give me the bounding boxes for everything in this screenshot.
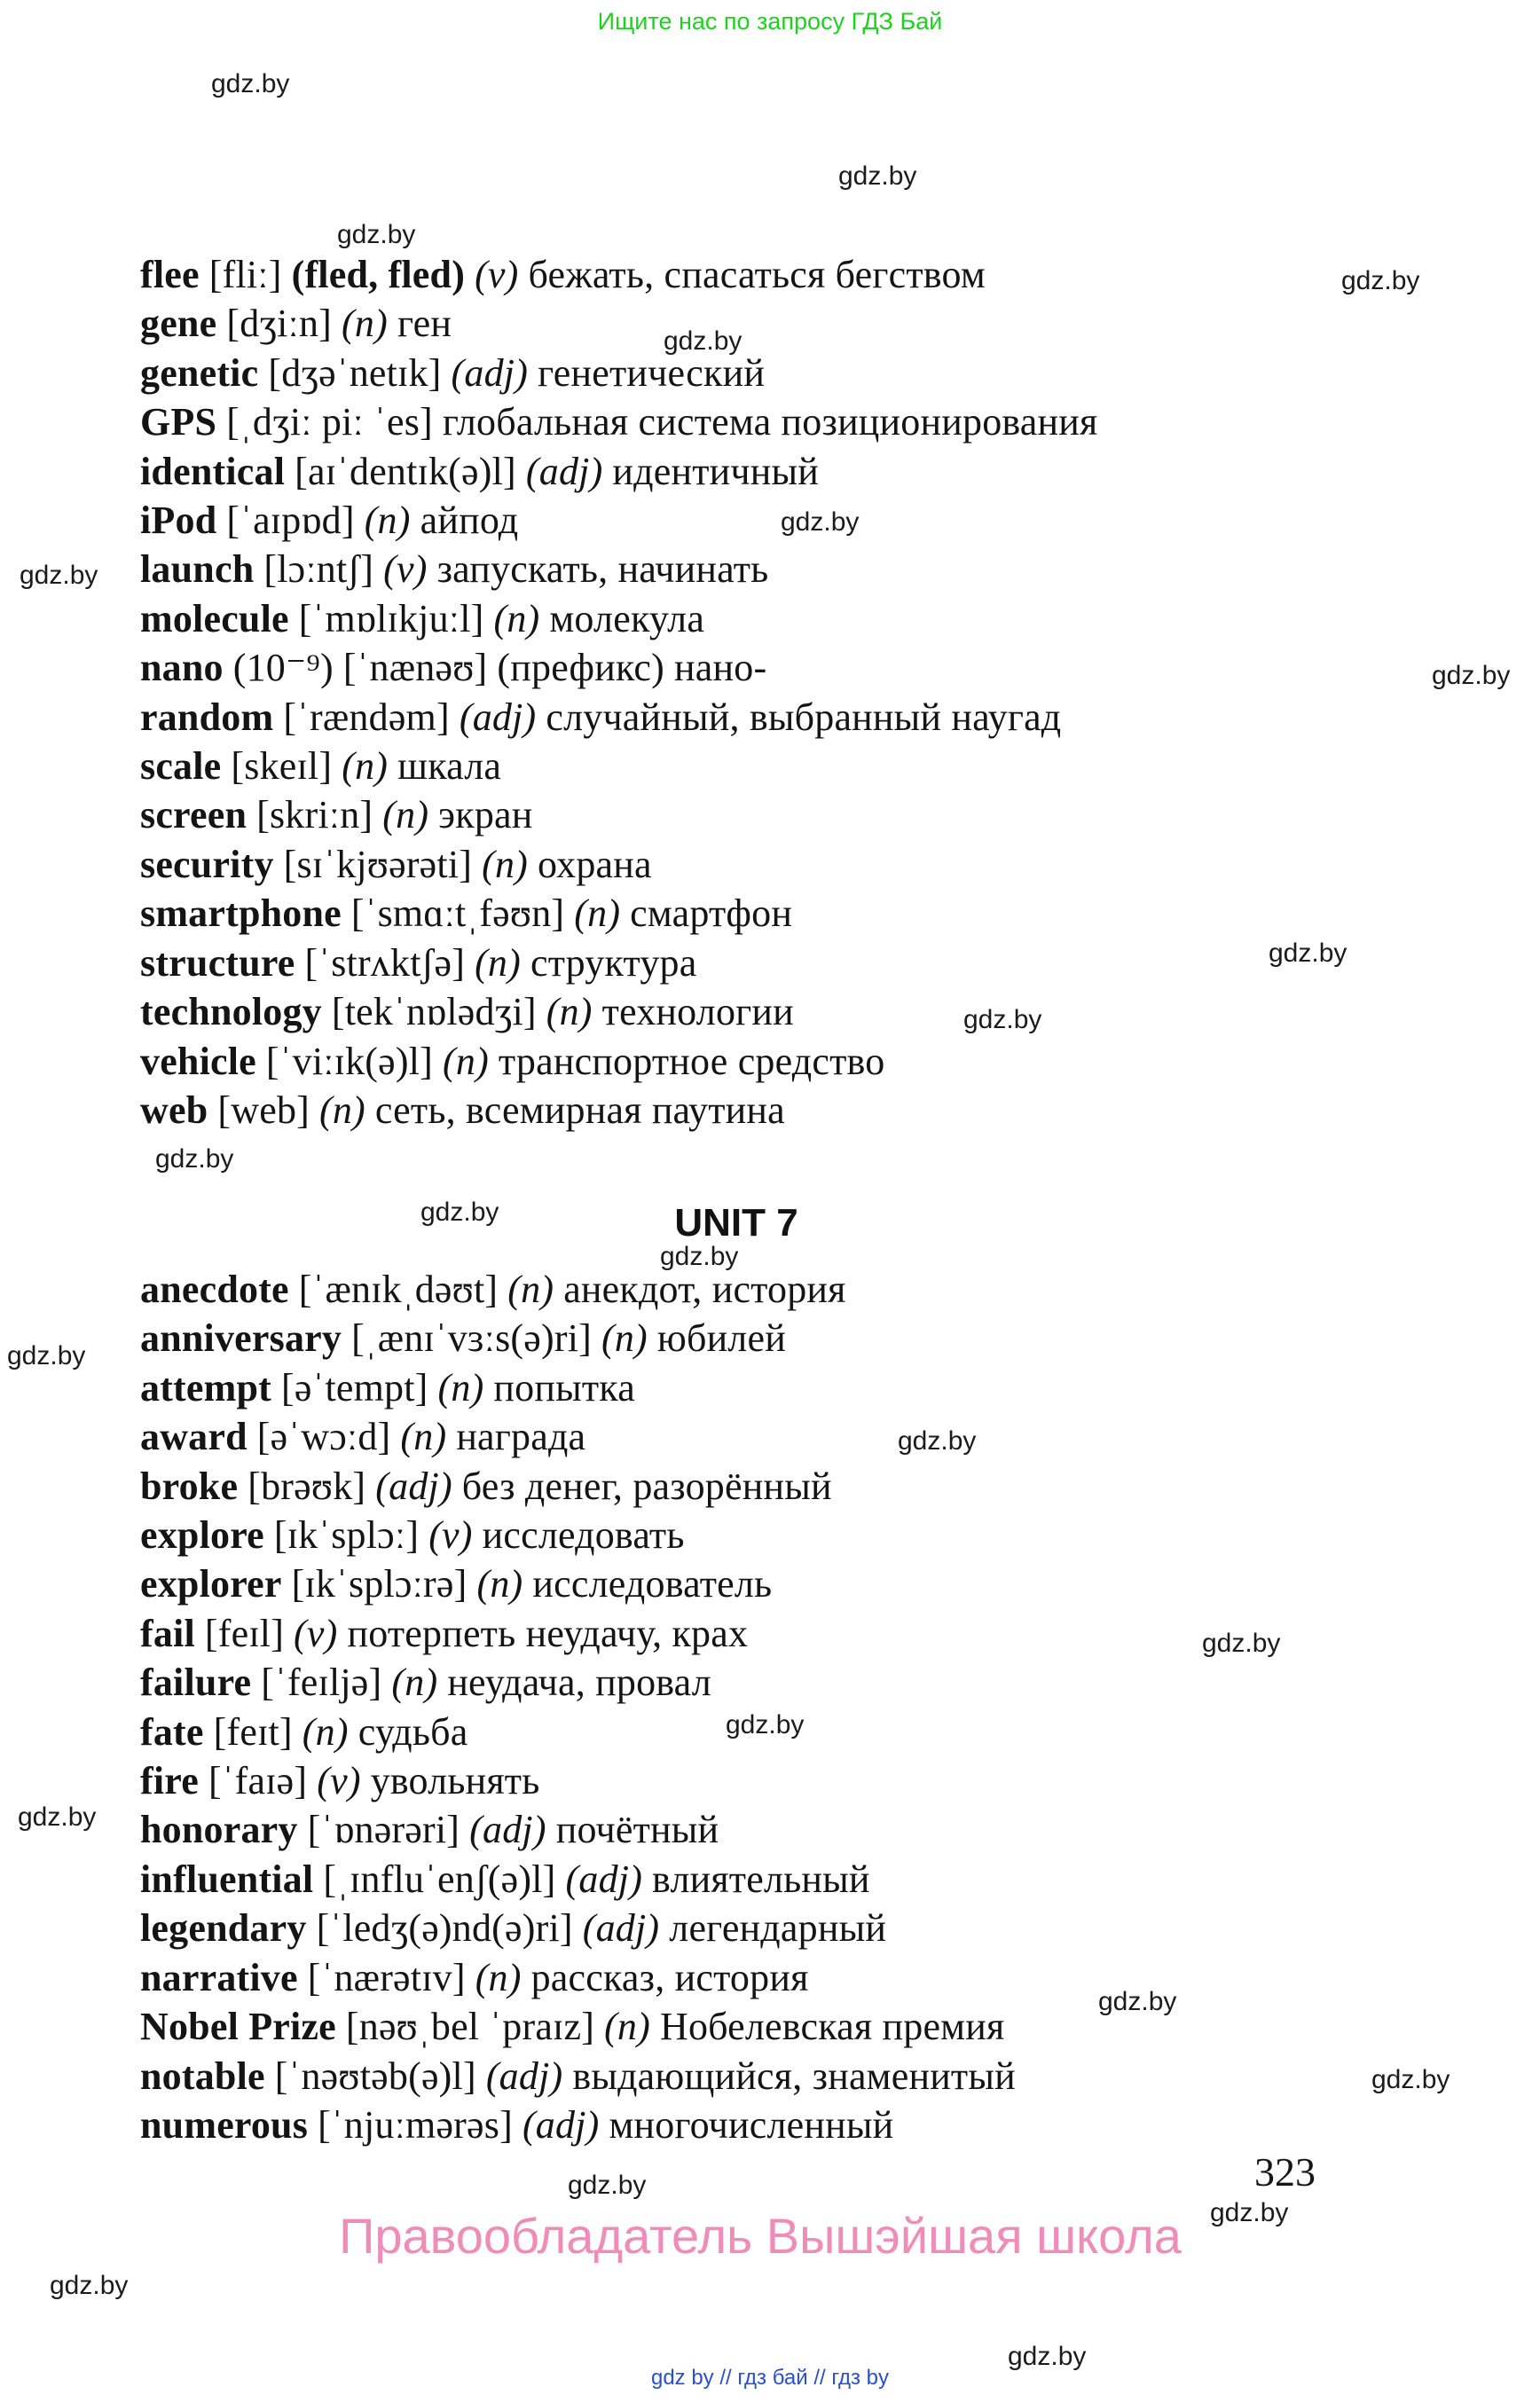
glossary-entry: [140, 1462, 1016, 1511]
gdzby-watermark: gdz.by: [1008, 2342, 1087, 2371]
entry-word: screen: [140, 793, 248, 837]
entry-transcription: [fliː]: [208, 253, 282, 296]
entry-word: flee: [140, 253, 200, 296]
entry-word: honorary: [140, 1808, 298, 1852]
entry-transcription: [ˈrændəm]: [283, 695, 450, 739]
entry-translation: экран: [438, 793, 533, 837]
glossary-entry: [140, 693, 1097, 742]
entry-word: fail: [140, 1611, 195, 1655]
entry-pos: (n): [476, 1562, 523, 1606]
entry-translation: легендарный: [669, 1906, 887, 1951]
glossary-entry: [140, 1037, 1097, 1086]
entry-translation: награда: [456, 1415, 586, 1459]
entry-translation: молекула: [549, 596, 705, 640]
gdzby-watermark: gdz.by: [337, 220, 416, 249]
unit7-heading: UNIT 7: [674, 1201, 798, 1245]
entry-transcription: [ɪkˈsplɔː]: [273, 1513, 420, 1558]
glossary-entry: [140, 299, 1097, 348]
entry-transcription: [ˈledʒ(ə)nd(ə)ri]: [316, 1906, 573, 1951]
gdzby-watermark: gdz.by: [1098, 1987, 1177, 2016]
entry-word: broke: [140, 1464, 239, 1508]
gdzby-watermark: gdz.by: [898, 1426, 977, 1456]
entry-translation: структура: [530, 940, 697, 985]
entry-pos: (n): [482, 842, 529, 886]
entry-pos: (adj): [525, 449, 603, 493]
glossary-entry: [140, 594, 1097, 643]
entry-translation: глобальная система позиционирования: [442, 400, 1098, 444]
entry-transcription: [dʒiːn]: [226, 302, 333, 346]
entry-word: web: [140, 1088, 208, 1132]
glossary-entry: [140, 1314, 1016, 1362]
entry-word: technology: [140, 990, 322, 1034]
glossary-entry: [140, 496, 1097, 545]
entry-word: narrative: [140, 1955, 298, 1999]
entry-transcription: [feɪt]: [213, 1709, 293, 1754]
entry-forms: (fled, fled): [291, 253, 466, 296]
entry-transcription: [web]: [217, 1088, 310, 1132]
gdzby-watermark: gdz.by: [1341, 266, 1420, 295]
entry-word: failure: [140, 1661, 252, 1705]
entry-transcription: [tekˈnɒlədʒi]: [331, 990, 537, 1034]
entry-transcription: [feɪl]: [204, 1611, 285, 1655]
entry-transcription: [sɪˈkjʊərəti]: [283, 842, 473, 886]
entry-pos: (n): [574, 891, 621, 936]
glossary-list-unit7: [140, 1265, 1016, 2149]
gdzby-watermark: gdz.by: [211, 69, 290, 98]
glossary-entry: [140, 889, 1097, 938]
glossary-entry: [140, 1756, 1016, 1805]
entry-transcription: [əˈtempt]: [281, 1365, 428, 1410]
entry-pos: (n): [382, 793, 429, 837]
entry-word: explore: [140, 1513, 264, 1558]
entry-word: random: [140, 695, 274, 739]
entry-transcription: [ˈaɪpɒd]: [226, 499, 355, 543]
entry-pos: (v): [428, 1513, 473, 1558]
entry-translation: потерпеть неудачу, крах: [347, 1611, 749, 1655]
glossary-entry: [140, 1086, 1097, 1135]
entry-pos: (n): [342, 302, 388, 346]
gdzby-watermark: gdz.by: [660, 1242, 739, 1271]
glossary-entry: [140, 447, 1097, 496]
entry-pos: (n): [391, 1661, 438, 1705]
entry-pos: (adj): [469, 1808, 546, 1852]
entry-transcription: [ˈsmɑːtˌfəʊn]: [350, 891, 565, 936]
footer-links[interactable]: gdz by // гдз бай // гдз by: [650, 2366, 890, 2390]
entry-translation: ген: [397, 302, 452, 346]
entry-translation: шкала: [397, 744, 502, 789]
entry-pos: (n): [437, 1365, 484, 1410]
entry-translation: неудача, провал: [447, 1661, 711, 1705]
entry-translation: почётный: [555, 1808, 719, 1852]
entry-word: numerous: [140, 2102, 309, 2147]
entry-pos: (n): [319, 1088, 365, 1132]
entry-pos: (n): [475, 1955, 522, 1999]
entry-translation: айпод: [420, 499, 519, 543]
entry-transcription: [dʒəˈnetɪk]: [268, 350, 442, 395]
glossary-entry: [140, 2101, 1016, 2149]
gdzby-watermark: gdz.by: [1269, 938, 1348, 968]
entry-word: award: [140, 1415, 248, 1459]
entry-pos: (n): [443, 1039, 489, 1083]
gdzby-watermark: gdz.by: [1202, 1629, 1281, 1658]
entry-translation: без денег, разорённый: [461, 1464, 832, 1508]
entry-pos: (adj): [375, 1464, 452, 1508]
entry-pos: (n): [601, 1316, 648, 1361]
entry-transcription: [ˌdʒiː piː ˈes]: [226, 400, 433, 444]
entry-word: molecule: [140, 596, 289, 640]
entry-transcription: [ˌɪnfluˈenʃ(ə)l]: [323, 1857, 556, 1901]
entry-pos: (adj): [582, 1906, 660, 1951]
gdzby-watermark: gdz.by: [726, 1710, 805, 1739]
entry-translation: многочисленный: [609, 2102, 894, 2147]
glossary-entry: [140, 643, 1097, 692]
entry-word: identical: [140, 449, 286, 493]
entry-transcription: [ˈɒnərəri]: [307, 1808, 460, 1852]
entry-pos: (n): [546, 990, 593, 1034]
glossary-entry: [140, 790, 1097, 839]
glossary-entry: [140, 349, 1097, 397]
gdzby-watermark: gdz.by: [1210, 2198, 1289, 2227]
glossary-entry: [140, 397, 1097, 446]
entry-transcription: [ˈmɒlɪkjuːl]: [298, 596, 484, 640]
entry-pos: (v): [383, 547, 428, 592]
glossary-entry: [140, 1412, 1016, 1461]
entry-word: launch: [140, 547, 255, 592]
gdzby-watermark: gdz.by: [963, 1005, 1042, 1034]
glossary-entry: [140, 1953, 1016, 2002]
entry-transcription: [skeɪl]: [231, 744, 333, 789]
gdzby-watermark: gdz.by: [18, 1802, 97, 1832]
gdzby-watermark: gdz.by: [1371, 2065, 1450, 2094]
entry-translation: генетический: [538, 350, 766, 395]
gdzby-watermark: gdz.by: [664, 326, 742, 356]
entry-pos: (n): [342, 744, 389, 789]
entry-word: iPod: [140, 499, 217, 543]
glossary-entry: [140, 2052, 1016, 2101]
entry-pos-ru: (префикс): [497, 646, 665, 690]
glossary-entry: [140, 1511, 1016, 1559]
entry-pos: (v): [475, 253, 519, 296]
entry-pos: (adj): [522, 2102, 600, 2147]
entry-word: GPS: [140, 400, 217, 444]
entry-pos: (adj): [451, 350, 529, 395]
entry-translation: увольнять: [370, 1759, 540, 1803]
glossary-entry: [140, 545, 1097, 593]
gdzby-watermark: gdz.by: [7, 1341, 86, 1370]
entry-word: explorer: [140, 1562, 282, 1606]
entry-transcription: [skriːn]: [256, 793, 373, 837]
glossary-entry: [140, 1855, 1016, 1904]
entry-pos: (adj): [565, 1857, 643, 1901]
entry-word: nano: [140, 646, 224, 690]
entry-translation: сеть, всемирная паутина: [374, 1088, 785, 1132]
entry-word: gene: [140, 302, 217, 346]
entry-word: anecdote: [140, 1268, 289, 1311]
gdzby-watermark: gdz.by: [155, 1144, 234, 1174]
glossary-entry: [140, 1904, 1016, 1952]
entry-transcription: [ˌænɪˈvɜːs(ə)ri]: [351, 1316, 592, 1361]
glossary-entry: [140, 1559, 1016, 1608]
entry-transcription: [ɪkˈsplɔːrə]: [291, 1562, 468, 1606]
glossary-entry: [140, 1265, 1016, 1314]
gdzby-watermark: gdz.by: [838, 161, 917, 191]
entry-transcription: [ˈnjuːmərəs]: [318, 2102, 513, 2147]
entry-translation: юбилей: [656, 1316, 786, 1361]
entry-translation: нано-: [674, 646, 767, 690]
gdzby-watermark: gdz.by: [50, 2271, 129, 2300]
copyright-text: Правообладатель Вышэйшая школа: [339, 2208, 1182, 2264]
entry-transcription: [lɔːntʃ]: [263, 547, 374, 592]
entry-transcription: [ˈfaɪə]: [208, 1759, 308, 1803]
entry-transcription: [ˈnærətɪv]: [307, 1955, 466, 1999]
entry-word: fate: [140, 1709, 204, 1754]
entry-pos: (n): [400, 1415, 447, 1459]
entry-word: attempt: [140, 1365, 272, 1410]
entry-word: vehicle: [140, 1039, 256, 1083]
entry-transcription: [ˈnəʊtəb(ə)l]: [274, 2054, 476, 2098]
entry-word: smartphone: [140, 891, 342, 936]
entry-pos: (n): [507, 1268, 554, 1311]
entry-pos: (n): [493, 596, 540, 640]
entry-pos: (n): [475, 940, 521, 985]
page-number: 323: [1254, 2149, 1316, 2195]
entry-transcription: [aɪˈdentɪk(ə)l]: [295, 449, 516, 493]
entry-translation: идентичный: [612, 449, 819, 493]
glossary-entry: [140, 1658, 1016, 1707]
glossary-entry: [140, 987, 1097, 1036]
entry-translation: смартфон: [630, 891, 793, 936]
entry-pos: (v): [317, 1759, 361, 1803]
entry-translation: выдающийся, знаменитый: [572, 2054, 1016, 2098]
entry-pos: (v): [294, 1611, 338, 1655]
entry-word: fire: [140, 1759, 199, 1803]
entry-translation: охрана: [538, 842, 652, 886]
entry-pos: (n): [364, 499, 411, 543]
gdzby-watermark: gdz.by: [420, 1198, 499, 1227]
entry-transcription: [ˈænɪkˌdəʊt]: [298, 1268, 499, 1311]
entry-transcription: [ˈnænəʊ]: [342, 646, 488, 690]
entry-pos: (n): [604, 2005, 650, 2049]
entry-transcription: [nəʊˌbel ˈpraɪz]: [345, 2005, 595, 2049]
entry-transcription: [ˈviːɪk(ə)l]: [265, 1039, 434, 1083]
entry-translation: судьба: [358, 1709, 468, 1754]
entry-transcription: [ˈfeɪljə]: [261, 1661, 382, 1705]
glossary-entry: [140, 1609, 1016, 1658]
glossary-entry: [140, 1805, 1016, 1854]
entry-word: scale: [140, 744, 222, 789]
entry-word: structure: [140, 940, 295, 985]
entry-translation: технологии: [601, 990, 794, 1034]
gdzby-watermark: gdz.by: [781, 507, 860, 537]
entry-translation: Нобелевская премия: [659, 2005, 1005, 2049]
entry-translation: влиятельный: [652, 1857, 870, 1901]
gdzby-watermark: gdz.by: [568, 2171, 647, 2200]
entry-word: Nobel Prize: [140, 2005, 336, 2049]
entry-word: influential: [140, 1857, 314, 1901]
promo-banner-text: Ищите нас по запросу ГДЗ Бай: [597, 8, 943, 35]
glossary-entry: [140, 1708, 1016, 1756]
entry-word: anniversary: [140, 1316, 342, 1361]
entry-transcription: [ˈstrʌktʃə]: [304, 940, 466, 985]
entry-translation: бежать, спасаться бегством: [528, 253, 986, 296]
entry-word: security: [140, 842, 274, 886]
entry-translation: исследовать: [482, 1513, 685, 1558]
entry-transcription: [brəʊk]: [248, 1464, 366, 1508]
glossary-entry: [140, 250, 1097, 299]
entry-note: (10⁻⁹): [232, 646, 334, 690]
entry-translation: попытка: [493, 1365, 635, 1410]
glossary-list-unit6: [140, 250, 1097, 1135]
entry-translation: случайный, выбранный наугад: [546, 695, 1062, 739]
entry-translation: анекдот, история: [563, 1268, 846, 1311]
glossary-entry: [140, 742, 1097, 790]
entry-pos: (adj): [459, 695, 537, 739]
glossary-entry: [140, 840, 1097, 889]
gdzby-watermark: gdz.by: [1432, 661, 1511, 690]
entry-word: legendary: [140, 1906, 307, 1951]
entry-translation: исследователь: [532, 1562, 773, 1606]
glossary-entry: [140, 938, 1097, 987]
entry-pos: (n): [302, 1709, 349, 1754]
entry-translation: рассказ, история: [530, 1955, 809, 1999]
entry-translation: транспортное средство: [498, 1039, 885, 1083]
entry-transcription: [əˈwɔːd]: [256, 1415, 391, 1459]
glossary-entry: [140, 2002, 1016, 2051]
entry-translation: запускать, начинать: [436, 547, 769, 592]
gdzby-watermark: gdz.by: [20, 561, 98, 590]
glossary-entry: [140, 1363, 1016, 1412]
entry-pos: (adj): [485, 2054, 563, 2098]
entry-word: notable: [140, 2054, 265, 2098]
entry-word: genetic: [140, 350, 259, 395]
